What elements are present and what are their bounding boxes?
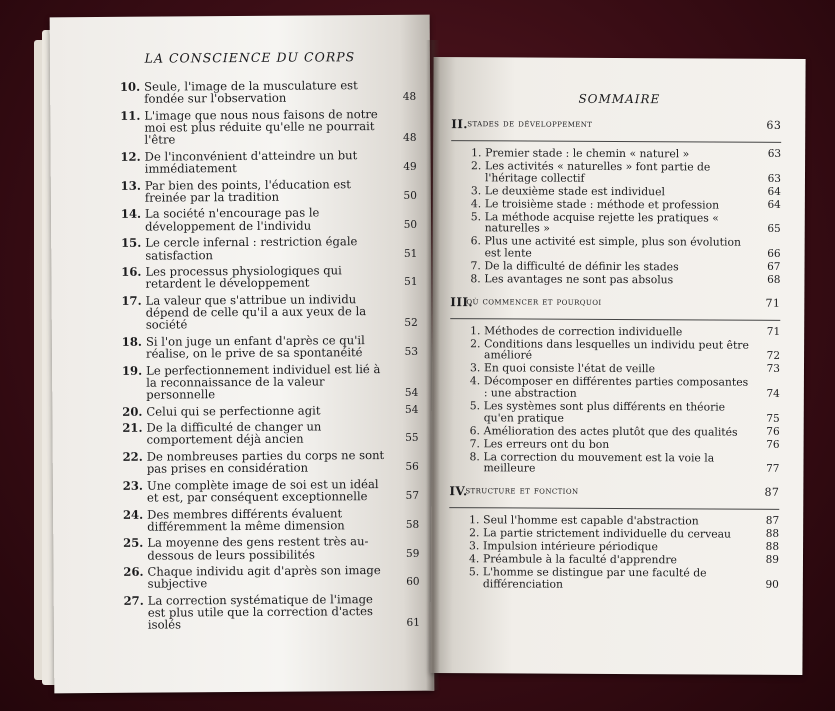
subentry-page: 66 bbox=[767, 247, 781, 260]
entry-page: 51 bbox=[404, 276, 418, 289]
entry-number: 25. bbox=[123, 536, 144, 551]
subentry-title: Les activités « naturelles » font partie de l'héritage collectif bbox=[484, 159, 711, 185]
toc-subentry bbox=[449, 566, 779, 591]
subentry-page: 67 bbox=[767, 260, 781, 273]
toc-subentry bbox=[450, 325, 780, 338]
subentry-number: 5. bbox=[468, 565, 480, 579]
toc-entry bbox=[117, 177, 417, 204]
entry-page: 59 bbox=[405, 547, 420, 560]
entry-title: De l'inconvénient d'atteindre un but immédiatement bbox=[144, 148, 358, 176]
toc-entry bbox=[119, 506, 419, 533]
section-roman-numeral: IV. bbox=[449, 483, 468, 499]
toc-entry bbox=[117, 264, 417, 291]
entry-number: 19. bbox=[121, 363, 143, 378]
toc-subentry bbox=[449, 451, 779, 476]
section-title: stades de développement bbox=[467, 117, 593, 130]
subentry-title: Les erreurs ont du bon bbox=[483, 437, 610, 451]
toc-subentry bbox=[451, 236, 781, 261]
section-title: structure et fonction bbox=[465, 484, 579, 497]
entry-title: Le perfectionnement individuel est lié à la reconnaissance de la valeur personnelle bbox=[146, 361, 381, 402]
section-heading bbox=[449, 484, 779, 506]
entry-number: 27. bbox=[123, 593, 144, 608]
toc-subentry bbox=[450, 338, 780, 363]
entry-page: 60 bbox=[406, 576, 420, 589]
entry-page: 49 bbox=[403, 160, 417, 174]
toc-subentry bbox=[450, 425, 780, 438]
subentry-title: Le deuxième stade est individuel bbox=[484, 183, 665, 198]
toc-entry bbox=[119, 535, 419, 562]
entry-number: 23. bbox=[122, 478, 143, 493]
entry-title: Chaque individu agit d'après son image subjective bbox=[147, 563, 381, 592]
subentry-number: 1. bbox=[469, 513, 480, 527]
subentry-number: 1. bbox=[471, 146, 482, 160]
toc-entry bbox=[119, 478, 419, 505]
subentry-title: Premier stade : le chemin « naturel » bbox=[485, 146, 690, 161]
toc-section bbox=[449, 484, 780, 591]
toc-subentry bbox=[450, 376, 780, 401]
toc-entry bbox=[117, 235, 417, 262]
entry-number: 24. bbox=[122, 507, 144, 522]
subentry-title: En quoi consiste l'état de veille bbox=[483, 361, 656, 376]
subentry-title: Amélioration des actes plutôt que des qualités bbox=[483, 423, 738, 439]
left-running-head: LA CONSCIENCE DU CORPS bbox=[144, 49, 356, 66]
entry-page: 53 bbox=[404, 345, 419, 359]
subentry-number: 4. bbox=[470, 197, 482, 211]
subentry-number: 7. bbox=[469, 436, 480, 450]
subentry-page: 73 bbox=[766, 363, 781, 376]
entry-title: Par bien des points, l'éducation est freinée par la tradition bbox=[144, 176, 351, 205]
subentry-page: 90 bbox=[765, 578, 779, 591]
subentry-number: 2. bbox=[471, 159, 482, 173]
toc-subentry bbox=[449, 527, 779, 540]
left-toc-list bbox=[116, 79, 420, 636]
section-roman-numeral: III. bbox=[450, 294, 473, 309]
entry-number: 12. bbox=[120, 149, 141, 164]
subentry-page: 76 bbox=[766, 438, 780, 451]
subentry-title: L'homme se distingue par une faculté de différenciation bbox=[482, 565, 707, 591]
entry-page: 50 bbox=[403, 189, 417, 202]
entry-number: 17. bbox=[121, 293, 142, 308]
toc-subentry bbox=[450, 260, 780, 273]
entry-title: Seule, l'image de la musculature est fondée sur l'observation bbox=[144, 78, 358, 106]
toc-subentry bbox=[450, 362, 780, 375]
subentry-page: 88 bbox=[765, 527, 780, 540]
toc-entry bbox=[116, 79, 416, 106]
toc-subentry bbox=[451, 211, 781, 236]
subentry-page: 65 bbox=[767, 223, 781, 236]
entry-page: 55 bbox=[405, 432, 419, 445]
subentry-number: 6. bbox=[470, 234, 481, 248]
entry-title: L'image que nous nous faisons de notre moi est plus réduite qu'elle ne pourrait l'être bbox=[144, 106, 378, 148]
subentry-title: Impulsion intérieure périodique bbox=[483, 539, 658, 554]
toc-entry bbox=[118, 362, 418, 401]
subentry-title: Préambule à la faculté d'apprendre bbox=[482, 552, 678, 567]
entry-title: La correction systématique de l'image est plus utile que la correction d'actes isolés bbox=[147, 591, 373, 633]
subentry-title: Décomposer en différentes parties composantes : une abstraction bbox=[483, 374, 749, 400]
subentry-title: La correction du mouvement est la voie la meilleure bbox=[483, 450, 715, 475]
subentry-number: 4. bbox=[468, 552, 480, 566]
entry-title: Des membres différents évaluent différemment la même dimension bbox=[147, 505, 345, 534]
toc-section bbox=[449, 295, 780, 476]
subentry-number: 4. bbox=[469, 374, 481, 388]
entry-number: 11. bbox=[120, 108, 141, 123]
toc-entry bbox=[120, 593, 420, 632]
subentry-title: Méthodes de correction individuelle bbox=[484, 323, 683, 338]
entry-page: 52 bbox=[404, 317, 418, 330]
entry-number: 26. bbox=[123, 564, 144, 579]
subentry-page: 64 bbox=[767, 198, 781, 211]
toc-subentry bbox=[449, 540, 779, 553]
toc-subentry bbox=[451, 160, 781, 185]
toc-entry bbox=[117, 206, 417, 233]
subentry-title: Plus une activité est simple, plus son évolution est lente bbox=[484, 234, 741, 260]
toc-entry bbox=[118, 403, 418, 417]
section-page: 71 bbox=[765, 296, 781, 310]
right-page bbox=[430, 57, 805, 675]
subentry-title: Les avantages ne sont pas absolus bbox=[484, 272, 674, 287]
toc-entry bbox=[119, 449, 419, 476]
section-rule bbox=[450, 318, 780, 321]
section-page: 87 bbox=[764, 485, 780, 499]
entry-number: 16. bbox=[121, 264, 142, 279]
toc-subentry bbox=[449, 553, 779, 566]
subentry-page: 88 bbox=[765, 540, 780, 553]
entry-title: La moyenne des gens restent très au-dessous de leurs possibilités bbox=[147, 534, 369, 563]
section-heading bbox=[450, 295, 780, 317]
subentry-number: 3. bbox=[469, 539, 480, 553]
subentry-number: 5. bbox=[469, 399, 481, 413]
toc-entry bbox=[118, 293, 418, 332]
entry-page: 56 bbox=[405, 461, 419, 474]
subentry-page: 63 bbox=[767, 147, 782, 160]
subentry-title: Les systèmes sont plus différents en théorie qu'en pratique bbox=[483, 399, 726, 425]
subentry-page: 75 bbox=[766, 412, 780, 425]
subentry-title: De la difficulté de définir les stades bbox=[484, 259, 679, 274]
section-rule bbox=[451, 140, 781, 143]
subentry-page: 77 bbox=[766, 463, 780, 476]
section-rule bbox=[449, 507, 779, 510]
subentry-page: 68 bbox=[767, 273, 781, 287]
entry-page: 50 bbox=[403, 218, 418, 231]
toc-entry bbox=[117, 149, 417, 176]
entry-number: 20. bbox=[122, 404, 143, 419]
right-toc bbox=[449, 117, 782, 601]
toc-subentry bbox=[451, 147, 781, 160]
entry-number: 18. bbox=[121, 334, 142, 349]
toc-entry bbox=[119, 564, 419, 591]
entry-number: 14. bbox=[120, 207, 142, 222]
subentry-number: 6. bbox=[469, 423, 481, 437]
subentry-title: Le troisième stade : méthode et profession bbox=[484, 197, 720, 212]
subentry-number: 3. bbox=[470, 183, 482, 197]
entry-page: 51 bbox=[403, 247, 418, 260]
subentry-number: 3. bbox=[469, 361, 481, 375]
entry-title: Les processus physiologiques qui retardent le développement bbox=[145, 263, 342, 291]
entry-title: Celui qui se perfectionne agit bbox=[146, 403, 321, 419]
section-roman-numeral: II. bbox=[451, 117, 468, 132]
entry-number: 13. bbox=[120, 178, 141, 193]
toc-subentry bbox=[451, 198, 781, 211]
entry-title: La valeur que s'attribue un individu dépend de celle qu'il a aux yeux de la société bbox=[145, 291, 367, 333]
subentry-page: 87 bbox=[765, 514, 780, 527]
book-gutter bbox=[426, 40, 440, 690]
entry-page: 54 bbox=[404, 386, 419, 400]
entry-page: 54 bbox=[404, 403, 419, 416]
subentry-number: 5. bbox=[470, 210, 482, 224]
entry-number: 21. bbox=[122, 420, 143, 436]
entry-title: De nombreuses parties du corps ne sont pas prises en considération bbox=[146, 447, 385, 476]
section-title: où commencer et pourquoi bbox=[466, 294, 602, 308]
subentry-title: La partie strictement individuelle du cerveau bbox=[483, 526, 732, 541]
subentry-page: 71 bbox=[766, 325, 781, 338]
toc-subentry bbox=[450, 273, 780, 286]
entry-page: 61 bbox=[406, 617, 420, 630]
subentry-page: 72 bbox=[766, 350, 781, 363]
subentry-number: 8. bbox=[469, 450, 480, 464]
subentry-number: 2. bbox=[470, 336, 481, 351]
toc-subentry bbox=[450, 400, 780, 425]
right-running-head: SOMMAIRE bbox=[578, 91, 661, 107]
subentry-title: La méthode acquise rejette les pratiques « naturelles » bbox=[484, 210, 719, 236]
entry-page: 48 bbox=[403, 132, 417, 145]
subentry-page: 89 bbox=[765, 553, 780, 566]
toc-entry bbox=[118, 334, 418, 361]
entry-number: 15. bbox=[121, 235, 142, 251]
entry-page: 58 bbox=[405, 518, 420, 531]
entry-title: De la difficulté de changer un comportement déjà ancien bbox=[146, 419, 322, 448]
section-page: 63 bbox=[766, 118, 782, 132]
toc-subentry bbox=[449, 514, 779, 527]
entry-title: Si l'on juge un enfant d'après ce qu'il réalise, on le prive de sa spontanéité bbox=[145, 332, 365, 361]
toc-section bbox=[450, 117, 781, 286]
entry-title: Le cercle infernal : restriction égale satisfaction bbox=[145, 234, 358, 263]
entry-number: 10. bbox=[119, 79, 141, 94]
subentry-number: 7. bbox=[470, 259, 481, 273]
subentry-page: 64 bbox=[767, 185, 781, 198]
subentry-page: 63 bbox=[767, 172, 782, 185]
toc-entry bbox=[118, 420, 418, 447]
toc-subentry bbox=[450, 438, 780, 451]
entry-number: 22. bbox=[122, 449, 143, 464]
entry-page: 48 bbox=[402, 91, 417, 104]
toc-subentry bbox=[451, 185, 781, 198]
subentry-number: 2. bbox=[469, 526, 480, 540]
subentry-number: 8. bbox=[470, 272, 481, 286]
subentry-title: Seul l'homme est capable d'abstraction bbox=[483, 513, 699, 528]
subentry-title: Conditions dans lesquelles un individu peut être amélioré bbox=[484, 337, 749, 362]
left-page bbox=[50, 15, 435, 694]
entry-page: 57 bbox=[405, 489, 420, 502]
toc-entry bbox=[116, 108, 416, 147]
section-heading bbox=[451, 117, 781, 139]
subentry-number: 1. bbox=[470, 323, 481, 337]
entry-title: Une complète image de soi est un idéal et est, par conséquent exceptionnelle bbox=[146, 476, 379, 505]
entry-title: La société n'encourage pas le développement de l'individu bbox=[144, 205, 320, 234]
subentry-page: 76 bbox=[766, 425, 780, 438]
subentry-page: 74 bbox=[766, 387, 780, 400]
